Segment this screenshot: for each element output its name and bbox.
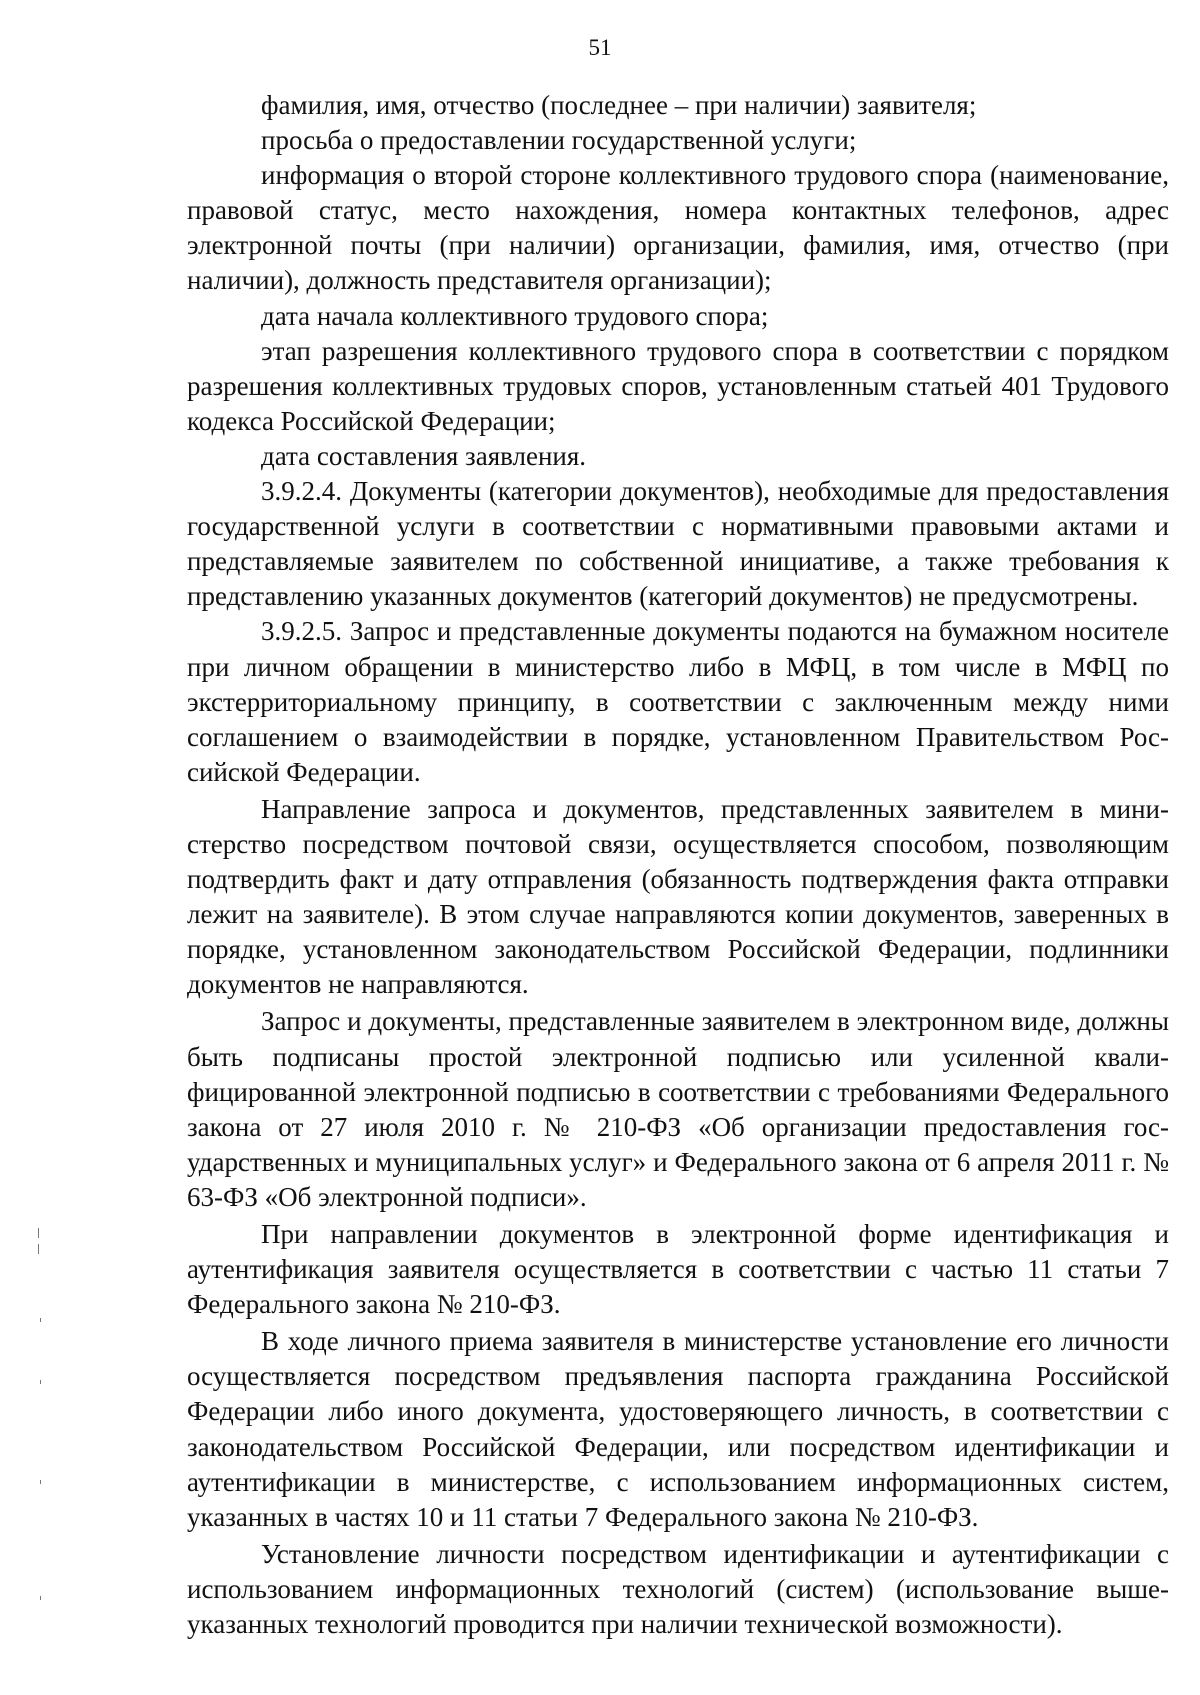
paragraph-service-request: просьба о предоставлении государственной услуги; [261,125,857,156]
scan-mark [38,1244,39,1254]
paragraph-3-9-2-4: 3.9.2.4. Документы (категории документов), необходимые для предоставления государственной услуги в соответствии с нормативными правовыми актами и представляемые заявителем по собственной инициативе, а также требования к представлению указанных документов (категорий документов) не предусмотрены. [187,476,1169,612]
scan-mark [40,1596,41,1600]
scan-mark [40,1480,41,1484]
page-number: 51 [588,35,612,60]
paragraph-electronic-submission: Запрос и документы, представленные заявителем в электронном виде, должны быть подписаны простой электронной подписью или усиленной квалифицированной электронной подписью в соответствии с требованиями Федерального закона от 27 июля 2010 г. № 210-ФЗ «Об организации предоставления государственных и муниципальных услуг» и Федерального закона от 6 апреля 2011 г. № 63-ФЗ «Об электронной подписи». [187,1006,1169,1212]
paragraph-second-party-info: информация о второй стороне коллективного трудового спора (наименование, правовой статус, место нахождения, номера контактных телефонов, адрес электронной почты (при наличии) организации, фамилия, имя, отчество (при наличии), должность представителя организации); [187,160,1169,296]
paragraph-dispute-stage: этап разрешения коллективного трудового спора в соответствии с порядком разрешения коллективных трудовых споров, установленным статьей 401 Трудового кодекса Российской Федерации; [187,335,1169,436]
document-body [187,88,1169,1642]
paragraph-identity-establishment: Установление личности посредством идентификации и аутентификации с использованием информационных технологий (систем) (использование вышеуказанных технологий проводится при наличии технической возможности). [187,1538,1169,1640]
scan-mark [40,1318,41,1322]
paragraph-application-date: дата составления заявления. [261,440,587,471]
scan-mark [40,1380,41,1384]
paragraph-postal-submission: Направление запроса и документов, представленных заявителем в министерство посредством почтовой связи, осуществляется способом, позволяющим подтвердить факт и дату отправления (обязанность подтверждения факта отправки лежит на заявителе). В этом случае направляются копии документов, заверенных в порядке, установленном законодательством Российской Федерации, подлинники документов не направляются. [187,793,1169,1000]
paragraph-3-9-2-5: 3.9.2.5. Запрос и представленные документы подаются на бумажном носителе при личном обращении в министерство либо в МФЦ, в том числе в МФЦ по экстерриториальному принципу, в соответствии с заключенным между ними соглашением о взаимодействии в порядке, установленном Правительством Российской Федерации. [187,616,1169,787]
paragraph-dispute-start-date: дата начала коллективного трудового спора; [261,300,769,331]
paragraph-identification: При направлении документов в электронной форме идентификация и аутентификация заявителя осуществляется в соответствии с частью 11 статьи 7 Федерального закона № 210-ФЗ. [187,1219,1169,1320]
paragraph-personal-reception: В ходе личного приема заявителя в министерстве установление его личности осуществляется посредством предъявления паспорта гражданина Российской Федерации либо иного документа, удостоверяющего личность, в соответствии с законодательством Российской Федерации, или посредством идентификации и аутентификации в министерстве, с использованием информационных систем, указанных в частях 10 и 11 статьи 7 Федерального закона № 210-ФЗ. [187,1326,1169,1532]
scan-mark [38,1228,39,1238]
paragraph-applicant-name: фамилия, имя, отчество (последнее – при наличии) заявителя; [261,90,977,120]
